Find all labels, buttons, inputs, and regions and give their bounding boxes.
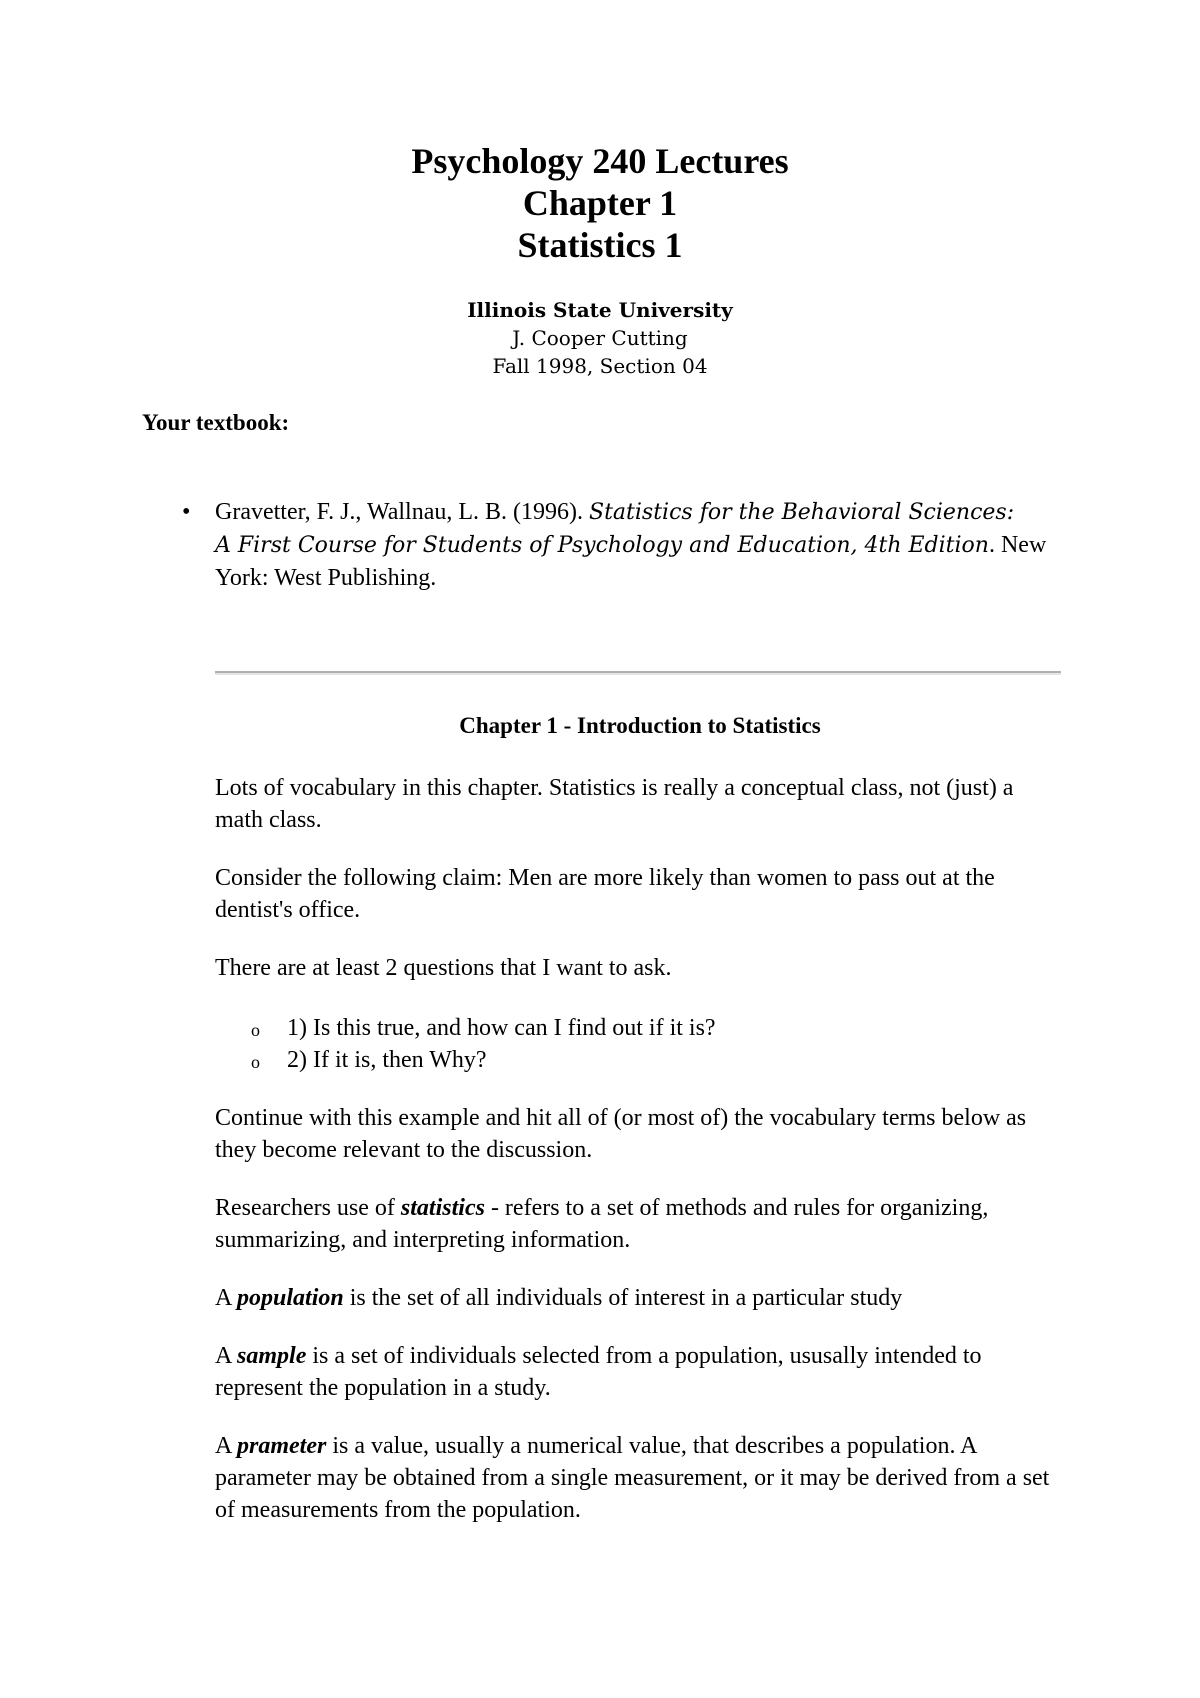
term-population: population: [237, 1285, 344, 1311]
definition-prefix: A: [215, 1285, 238, 1311]
definition-text: is a value, usually a numerical value, that describes a population. A parameter may be obtained from a single measurement, or it may be derived from a set of measurements from the population.: [215, 1433, 1050, 1523]
definition-prefix: Researchers use of: [215, 1195, 401, 1221]
instructor-name: J. Cooper Cutting: [512, 326, 688, 350]
claim-paragraph: Consider the following claim: Men are more likely than women to pass out at the dentist's office.: [215, 865, 995, 923]
population-definition: [215, 1282, 1065, 1314]
textbook-heading: Your textbook:: [142, 410, 290, 435]
university-name: Illinois State University: [467, 298, 733, 322]
lecture-title: Statistics 1: [517, 225, 683, 265]
intro-paragraph: Lots of vocabulary in this chapter. Statistics is really a conceptual class, not (just) a math class.: [215, 775, 1014, 833]
sample-definition: [215, 1340, 1065, 1404]
parameter-definition: [215, 1430, 1065, 1526]
horizontal-rule: [215, 671, 1061, 675]
question-text: 2) If it is, then Why?: [287, 1047, 487, 1073]
hollow-bullet-icon: o: [251, 1052, 260, 1072]
course-meta: [0, 296, 1200, 380]
definition-text: - refers to a set of methods and rules for organizing, summarizing, and interpreting information.: [215, 1195, 989, 1253]
definition-text: is a set of individuals selected from a population, ususally intended to represent the population in a study.: [215, 1343, 982, 1401]
continue-paragraph: Continue with this example and hit all of (or most of) the vocabulary terms below as they become relevant to the discussion.: [215, 1105, 1027, 1163]
citation-title-part2: A First Course for Students of Psychology and Education, 4th Edition: [215, 533, 989, 558]
definition-prefix: A: [215, 1433, 238, 1459]
term-sample: sample: [237, 1343, 307, 1369]
textbook-citation: [182, 496, 1065, 594]
page-title: Psychology 240 Lectures: [411, 141, 789, 181]
bullet-dot-icon: •: [182, 499, 191, 525]
definition-prefix: A: [215, 1343, 238, 1369]
hollow-bullet-icon: o: [251, 1020, 260, 1040]
definition-text: is the set of all individuals of interest in a particular study: [343, 1285, 903, 1311]
term-section: Fall 1998, Section 04: [492, 354, 708, 378]
title-block: [0, 140, 1200, 266]
list-item: [251, 1044, 987, 1076]
citation-authors: Gravetter, F. J., Wallnau, L. B. (1996).: [215, 499, 590, 525]
list-item: [251, 1012, 987, 1044]
question-text: 1) Is this true, and how can I find out if it is?: [287, 1015, 716, 1041]
section-heading: Chapter 1 - Introduction to Statistics: [459, 713, 821, 738]
citation-publisher: . New York: West Publishing.: [215, 532, 1047, 591]
chapter-title: Chapter 1: [522, 183, 678, 223]
questions-intro: There are at least 2 questions that I want to ask.: [215, 955, 672, 981]
term-statistics: statistics: [400, 1195, 485, 1221]
statistics-definition: [215, 1192, 1065, 1256]
term-parameter: prameter: [237, 1433, 327, 1459]
citation-title-part1: Statistics for the Behavioral Sciences:: [589, 500, 1015, 525]
